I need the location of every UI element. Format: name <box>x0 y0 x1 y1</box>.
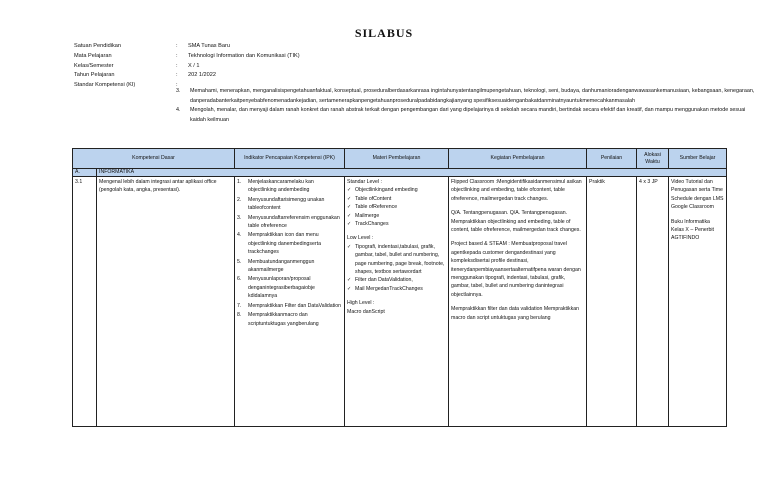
meta-value: SMA Tunas Baru <box>188 43 230 49</box>
ipk-num: 4. <box>237 232 242 239</box>
kd-number: 3.1 <box>73 177 97 427</box>
document-title: SILABUS <box>354 26 414 40</box>
ki-text: Memahami, menerapkan, menganalisispengetahuanfaktual, konseptual, proseduralberdasarkanrasa ingintahunyatentangilmupengetahuan, teknologi, seni, budaya, danhumanioradenganwawasankemanusiaan, kebangsaan, kenegaraan, danperadabanterkaitpenyebabfenomenadankejadian, sertamenerapkanpengetahuanproseduralpadabidangkajianyang spesifiksesuaidenganbakatdanminatnyauntukmemecahkanmasalah <box>190 88 755 104</box>
ki-number: 4. <box>176 107 181 114</box>
meta-colon: : <box>176 62 178 69</box>
sumber-video: Video Tutorial dan Penugasan serta Time Schedule dengan LMS Google Classroom <box>671 179 724 211</box>
header-kegiatan: Kegiatan Pembelajaran <box>449 149 587 169</box>
standar-item: Mailmerge <box>355 212 380 219</box>
standar-item: Table ofContent <box>355 195 392 202</box>
ipk-text: Mempraktikkanmacro dan scriptuntuktugas yangberulang <box>248 312 319 327</box>
list-item <box>347 195 446 203</box>
list-item <box>347 285 446 293</box>
ipk-num: 2. <box>237 196 242 203</box>
meta-value: 202 1/2022 <box>188 72 216 79</box>
kegiatan-cell <box>449 177 587 427</box>
meta-row-mapel <box>74 52 708 62</box>
high-level-text: Macro danScript <box>347 308 385 315</box>
kd-text: Mengenal lebih dalam integrasi antar aplikasi office (pengolah kata, angka, presentasi). <box>97 177 235 427</box>
ipk-text: Mempraktikkan icon dan menu objectlinking danembedingserta trackchanges <box>248 232 321 256</box>
low-item: Filter dan DataValidation, <box>355 277 413 284</box>
list-item <box>347 220 446 228</box>
ipk-num: 8. <box>237 312 242 319</box>
syllabus-table <box>72 148 727 427</box>
ipk-text: Membuatundanganmenggun akanmailmerge <box>248 258 315 274</box>
section-row <box>73 169 727 177</box>
list-item <box>347 203 446 211</box>
table-row <box>73 177 727 427</box>
meta-colon: : <box>176 82 178 89</box>
kegiatan-project: Project based & STEAM : Membuatproposal travel agentkepada customer dengandestinasi yang kompleksdisertai profile destinasi, itenerydanpembiayaansertaalternatifpena waran dengan menggunakan tipografi, indentasi, tabulasi, grafik, gambar, tabel, bullet and numbering danintegrasi objectlainnya. <box>451 241 581 298</box>
ipk-text: Menjelaskancaramelaku kan objectlinking andembeding <box>248 179 314 194</box>
penilaian-cell: Praktik <box>587 177 637 427</box>
meta-value: Tekhnologi Information dan Komunikasi (TIK) <box>188 52 300 59</box>
ipk-num: 7. <box>237 302 242 309</box>
meta-label: Mata Pelajaran <box>74 52 112 59</box>
list-item <box>237 231 342 256</box>
list-item <box>347 212 446 220</box>
ipk-text: Menyusundaftarreferensim enggunakan table ofreference <box>248 214 340 230</box>
ipk-cell <box>235 177 345 427</box>
meta-value: X / 1 <box>188 62 200 69</box>
meta-colon: : <box>176 43 178 49</box>
list-item <box>237 214 342 231</box>
ki-item <box>176 87 756 106</box>
section-label: A. <box>73 169 97 177</box>
ipk-text: Menyusunlaporan/proposal denganintegrasiberbagaiobje kdidalamnya <box>248 276 315 300</box>
kegiatan-qa: Q/A. Tentangpenugasan. Q/A. Tentangpenugasan. Mempraktikkan objectlinking and embeding, table of content, table ofreference, mailmergedan track changes. <box>451 210 581 234</box>
document-meta <box>74 42 708 91</box>
list-item <box>347 186 446 194</box>
ki-number: 3. <box>176 88 181 94</box>
check-icon: ✓ <box>347 277 352 284</box>
kompetensi-inti <box>176 87 756 125</box>
ipk-num: 6. <box>237 276 242 283</box>
check-icon: ✓ <box>347 212 352 219</box>
list-item <box>237 258 342 275</box>
section-title: INFORMATIKA <box>97 169 727 177</box>
list-item <box>237 302 342 310</box>
standar-item: Objectlinkingand embeding <box>355 187 418 194</box>
list-item <box>237 178 342 195</box>
sumber-cell <box>669 177 727 427</box>
ipk-text: Menyusundaftarisimengg unakan tableofcontent <box>248 196 325 212</box>
kegiatan-practice: Mempraktikkan filter dan data validation Mempraktikkan macro dan script untuktugas yang berulang <box>451 306 580 321</box>
check-icon: ✓ <box>347 243 352 250</box>
meta-label: Kelas/Semester <box>74 62 114 69</box>
low-level-title: Low Level : <box>347 235 374 242</box>
high-level-title: High Level : <box>347 300 375 307</box>
header-sumber: Sumber Belajar <box>669 149 727 169</box>
check-icon: ✓ <box>347 204 352 211</box>
meta-label: Tahun Pelajaran <box>74 72 115 79</box>
meta-row-kelas <box>74 62 708 72</box>
alokasi-cell: 4 x 3 JP <box>637 177 669 427</box>
ipk-num: 3. <box>237 214 242 221</box>
kegiatan-flipped: Flipped Classroom :Mengidentifikasidanmensimul asikan objectlinking and embeding, table ofcontent, table ofreference, mailmergedan track changes. <box>451 179 582 202</box>
ipk-list <box>237 178 342 328</box>
header-alokasi: Alokasi Waktu <box>637 149 669 169</box>
list-item <box>347 243 446 277</box>
low-item: Tipografi, indentasi,tabulasi, grafik, gambar, tabel, bullet and numbering, page numbering, page break, footnote, shapes, textbox sertawordart <box>355 243 445 276</box>
check-icon: ✓ <box>347 195 352 202</box>
ki-text: Mengolah, menalar, dan menyaji dalam ranah konkret dan ranah abstrak terkait dengan pengembangan dari yang dipelajarinya di sekolah secara mandiri, bertindak secara efektif dan kreatif, dan mampu menggunakan metode sesuai kaidah keilmuan <box>190 107 746 123</box>
meta-row-tahun <box>74 71 708 81</box>
standar-item: Table ofReference <box>355 204 398 211</box>
ipk-num: 5. <box>237 258 242 265</box>
sumber-buku: Buku Informatika Kelas X – Penerbit AGTIFINDO <box>671 218 714 242</box>
meta-row-satuan <box>74 42 708 52</box>
check-icon: ✓ <box>347 285 352 292</box>
list-item <box>237 275 342 300</box>
header-kompetensi-dasar: Kompetensi Dasar <box>73 149 235 169</box>
check-icon: ✓ <box>347 221 352 228</box>
list-item <box>237 196 342 213</box>
low-item: Mail MergedanTrackChanges <box>355 285 423 292</box>
meta-colon: : <box>176 52 178 59</box>
list-item <box>237 311 342 328</box>
ipk-text: Mempraktikkan Filter dan DataValidation <box>248 302 342 309</box>
header-penilaian: Penilaian <box>587 149 637 169</box>
list-item <box>347 276 446 284</box>
table-header-row <box>73 149 727 169</box>
standar-level-title: Standar Level : <box>347 179 382 185</box>
meta-label: Satuan Pendidikan <box>74 43 121 49</box>
header-ipk: Indikator Pencapaian Kompetensi (IPK) <box>235 149 345 169</box>
meta-label: Standar Kompetensi (KI) <box>74 82 136 89</box>
standar-item: TrackChanges <box>355 221 389 228</box>
check-icon: ✓ <box>347 187 352 194</box>
ipk-num: 1. <box>237 179 242 185</box>
meta-colon: : <box>176 72 178 79</box>
materi-cell <box>345 177 449 427</box>
header-materi: Materi Pembelajaran <box>345 149 449 169</box>
ki-item <box>176 106 756 125</box>
